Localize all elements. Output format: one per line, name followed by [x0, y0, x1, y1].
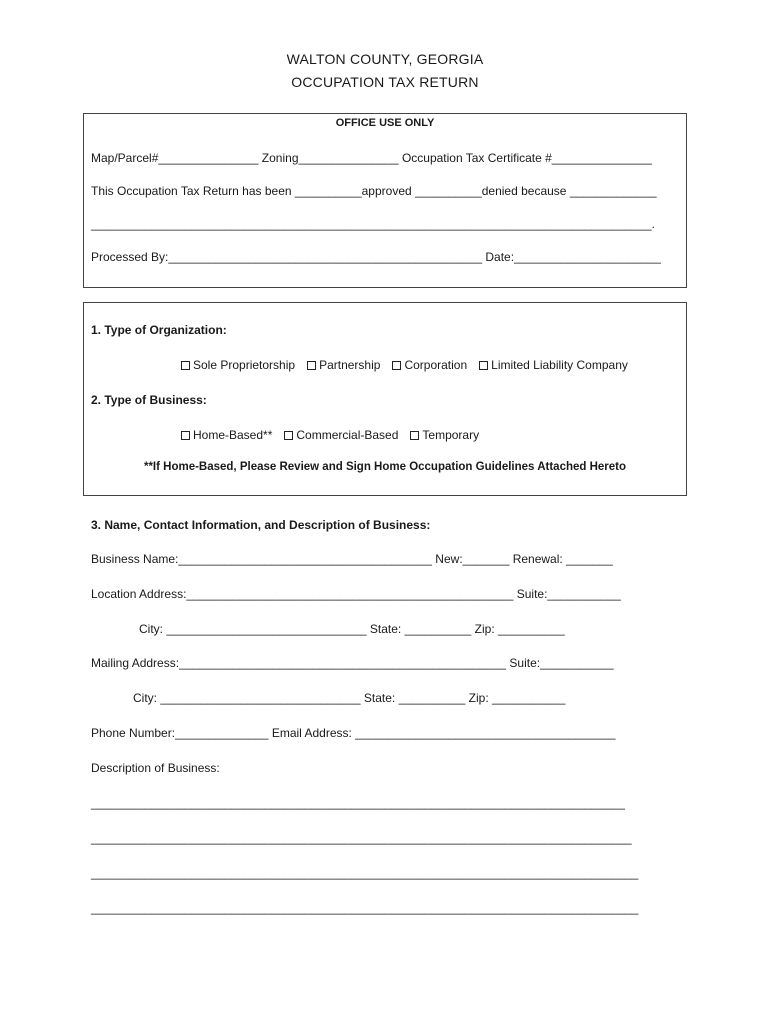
organization-options: [181, 358, 628, 372]
description-line[interactable]: __________________________________________________________________________________: [91, 901, 639, 915]
option-label: Partnership: [319, 358, 381, 372]
form-title-county: WALTON COUNTY, GEORGIA: [286, 51, 484, 67]
option-limited-liability-company[interactable]: [479, 358, 628, 372]
option-label: Temporary: [422, 428, 480, 442]
section1-label: 1. Type of Organization:: [91, 323, 227, 337]
option-label: Home-Based**: [193, 428, 273, 442]
option-label: Corporation: [404, 358, 468, 372]
location-address-line[interactable]: Location Address:_________________________________________________ Suite:___________: [91, 587, 621, 601]
checkbox-icon[interactable]: [307, 361, 316, 370]
option-label: Limited Liability Company: [491, 358, 628, 372]
option-home-based[interactable]: [181, 428, 272, 442]
option-label: Sole Proprietorship: [193, 358, 296, 372]
business-type-options: [181, 428, 479, 442]
home-based-note: **If Home-Based, Please Review and Sign Home Occupation Guidelines Attached Hereto: [143, 461, 627, 473]
checkbox-icon[interactable]: [181, 361, 190, 370]
phone-email-line[interactable]: Phone Number:______________ Email Address: _______________________________________: [91, 726, 616, 740]
business-name-line[interactable]: Business Name:______________________________________ New:_______ Renewal: _______: [91, 552, 613, 566]
option-sole-proprietorship[interactable]: [181, 358, 295, 372]
checkbox-icon[interactable]: [410, 431, 419, 440]
map-parcel-line[interactable]: Map/Parcel#_______________ Zoning_______________ Occupation Tax Certificate #_______________: [91, 151, 652, 165]
location-city-line[interactable]: City: ______________________________ State: __________ Zip: __________: [139, 622, 565, 636]
denial-reason-line[interactable]: ____________________________________________________________________________________.: [91, 217, 655, 231]
description-label: Description of Business:: [91, 761, 220, 775]
section3-label: 3. Name, Contact Information, and Description of Business:: [91, 518, 431, 532]
approval-status-line[interactable]: This Occupation Tax Return has been __________approved __________denied because _____________: [91, 184, 657, 198]
option-partnership[interactable]: [307, 358, 380, 372]
description-line[interactable]: _________________________________________________________________________________: [91, 831, 632, 845]
checkbox-icon[interactable]: [392, 361, 401, 370]
description-line[interactable]: __________________________________________________________________________________: [91, 866, 639, 880]
option-temporary[interactable]: [410, 428, 479, 442]
processed-by-line[interactable]: Processed By:_______________________________________________ Date:______________________: [91, 250, 661, 264]
checkbox-icon[interactable]: [284, 431, 293, 440]
section2-label: 2. Type of Business:: [91, 393, 207, 407]
mailing-address-line[interactable]: Mailing Address:_________________________________________________ Suite:___________: [91, 656, 614, 670]
checkbox-icon[interactable]: [479, 361, 488, 370]
description-line[interactable]: ________________________________________________________________________________: [91, 796, 625, 810]
option-commercial-based[interactable]: [284, 428, 398, 442]
mailing-city-line[interactable]: City: ______________________________ State: __________ Zip: ___________: [133, 691, 566, 705]
option-corporation[interactable]: [392, 358, 467, 372]
office-use-heading: OFFICE USE ONLY: [335, 117, 435, 129]
form-title-return: OCCUPATION TAX RETURN: [291, 74, 479, 90]
checkbox-icon[interactable]: [181, 431, 190, 440]
option-label: Commercial-Based: [296, 428, 399, 442]
